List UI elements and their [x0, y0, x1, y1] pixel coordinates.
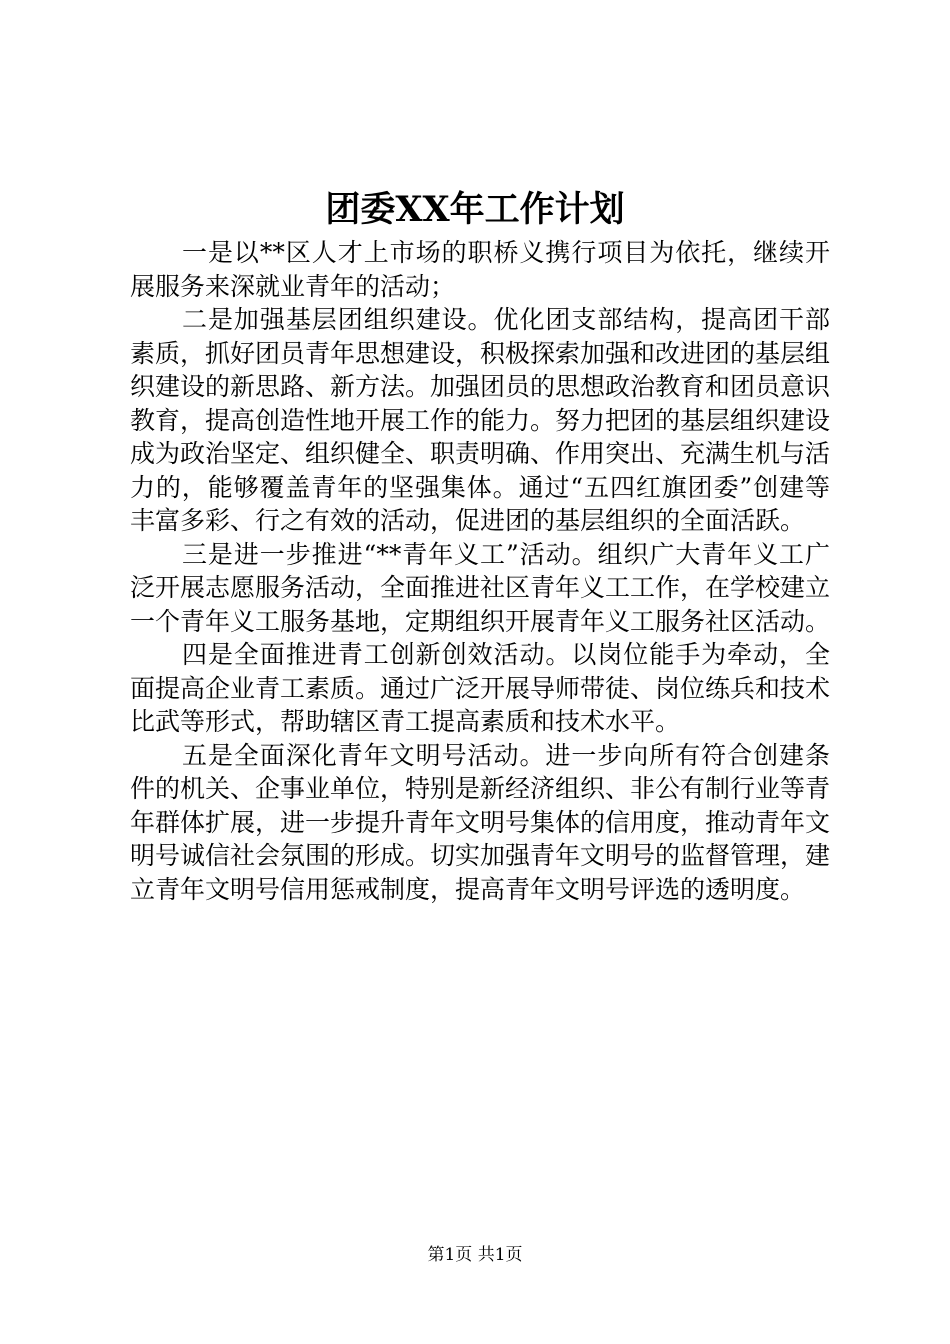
document-body — [130, 236, 830, 906]
paragraph-4: 四是全面推进青工创新创效活动。以岗位能手为牵动，全面提高企业青工素质。通过广泛开展导师带徒、岗位练兵和技术比武等形式，帮助辖区青工提高素质和技术水平。 — [130, 640, 831, 736]
paragraph-1: 一是以**区人才上市场的职桥义携行项目为依托，继续开展服务来深就业青年的活动； — [130, 238, 830, 301]
paragraph-2: 二是加强基层团组织建设。优化团支部结构，提高团干部素质，抓好团员青年思想建设，积极探索加强和改进团的基层组织建设的新思路、新方法。加强团员的思想政治教育和团员意识教育，提高创造性地开展工作的能力。努力把团的基层组织建设成为政治坚定、组织健全、职责明确、作用突出、充满生机与活力的，能够覆盖青年的坚强集体。通过“五四红旗团委”创建等丰富多彩、行之有效的活动，促进团的基层组织的全面活跃。 — [130, 305, 831, 535]
paragraph-5: 五是全面深化青年文明号活动。进一步向所有符合创建条件的机关、企事业单位，特别是新经济组织、非公有制行业等青年群体扩展，进一步提升青年文明号集体的信用度，推动青年文明号诚信社会氛围的形成。切实加强青年文明号的监督管理，建立青年文明号信用惩戒制度，提高青年文明号评选的透明度。 — [130, 740, 831, 904]
page-footer: 第1页 共1页 — [427, 1245, 523, 1265]
document-title: 团委XX年工作计划 — [325, 189, 625, 230]
paragraph-3: 三是进一步推进“**青年义工”活动。组织广大青年义工广泛开展志愿服务活动，全面推进社区青年义工工作，在学校建立一个青年义工服务基地，定期组织开展青年义工服务社区活动。 — [130, 539, 831, 636]
